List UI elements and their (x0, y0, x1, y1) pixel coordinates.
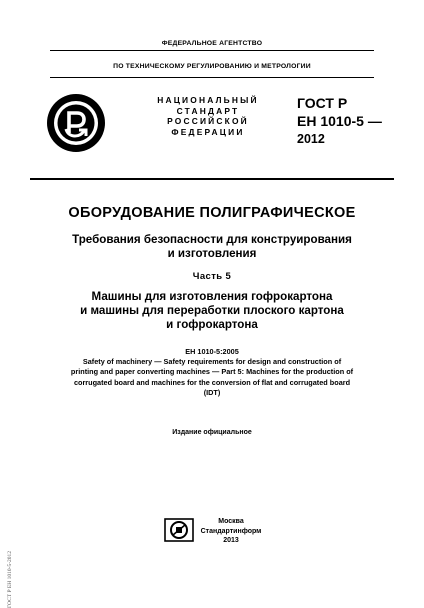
agency-line-2: ПО ТЕХНИЧЕСКОМУ РЕГУЛИРОВАНИЮ И МЕТРОЛОГИИ (113, 63, 311, 70)
publisher-name: Стандартинформ (200, 527, 262, 535)
publisher-year: 2013 (223, 537, 239, 544)
national-line-2: СТАНДАРТ (176, 105, 240, 116)
header-rule-bottom (50, 77, 374, 78)
english-line-1: Safety of machinery — Safety requirements for design and construction of (82, 357, 342, 366)
national-standard-block (148, 95, 268, 137)
publisher-city: Москва (218, 518, 244, 525)
publisher-block (196, 517, 266, 546)
title-rule (30, 178, 394, 180)
gost-line-1: ГОСТ Р (297, 95, 348, 111)
gost-r-logo-icon (45, 92, 107, 154)
requirements-line-2: и изготовления (167, 247, 257, 260)
gost-line-2: ЕН 1010-5 — (297, 113, 382, 129)
edition-label: Издание официальное (172, 429, 252, 436)
english-title (0, 357, 424, 399)
part-title (0, 290, 424, 332)
english-line-2: printing and paper converting machines — Part 5: Machines for the production of (70, 367, 354, 377)
gost-line-3: 2012 (297, 132, 325, 146)
english-line-4: (IDT) (203, 388, 221, 398)
gost-designation (297, 94, 382, 148)
side-vertical-text: ГОСТ Р ЕН 1010-5-2012 (7, 550, 13, 608)
header-rule-top (50, 50, 374, 51)
national-line-1: НАЦИОНАЛЬНЫЙ (157, 95, 259, 105)
main-title: ОБОРУДОВАНИЕ ПОЛИГРАФИЧЕСКОЕ (68, 205, 356, 221)
part-title-line-3: и гофрокартона (166, 318, 258, 331)
standartinform-logo-icon (164, 518, 194, 542)
agency-line-1: ФЕДЕРАЛЬНОЕ АГЕНТСТВО (161, 40, 263, 47)
national-line-3: РОССИЙСКОЙ (167, 116, 249, 127)
national-line-4: ФЕДЕРАЦИИ (171, 126, 245, 137)
part-title-line-2: и машины для переработки плоского картона (80, 304, 344, 317)
requirements-line-1: Требования безопасности для конструирования (72, 233, 352, 246)
part-label: Часть 5 (192, 271, 232, 282)
english-line-3: corrugated board and machines for the conversion of flat and corrugated board (73, 377, 351, 387)
requirements-title (0, 233, 424, 261)
part-title-line-1: Машины для изготовления гофрокартона (91, 290, 333, 303)
en-code: ЕН 1010-5:2005 (185, 347, 239, 356)
